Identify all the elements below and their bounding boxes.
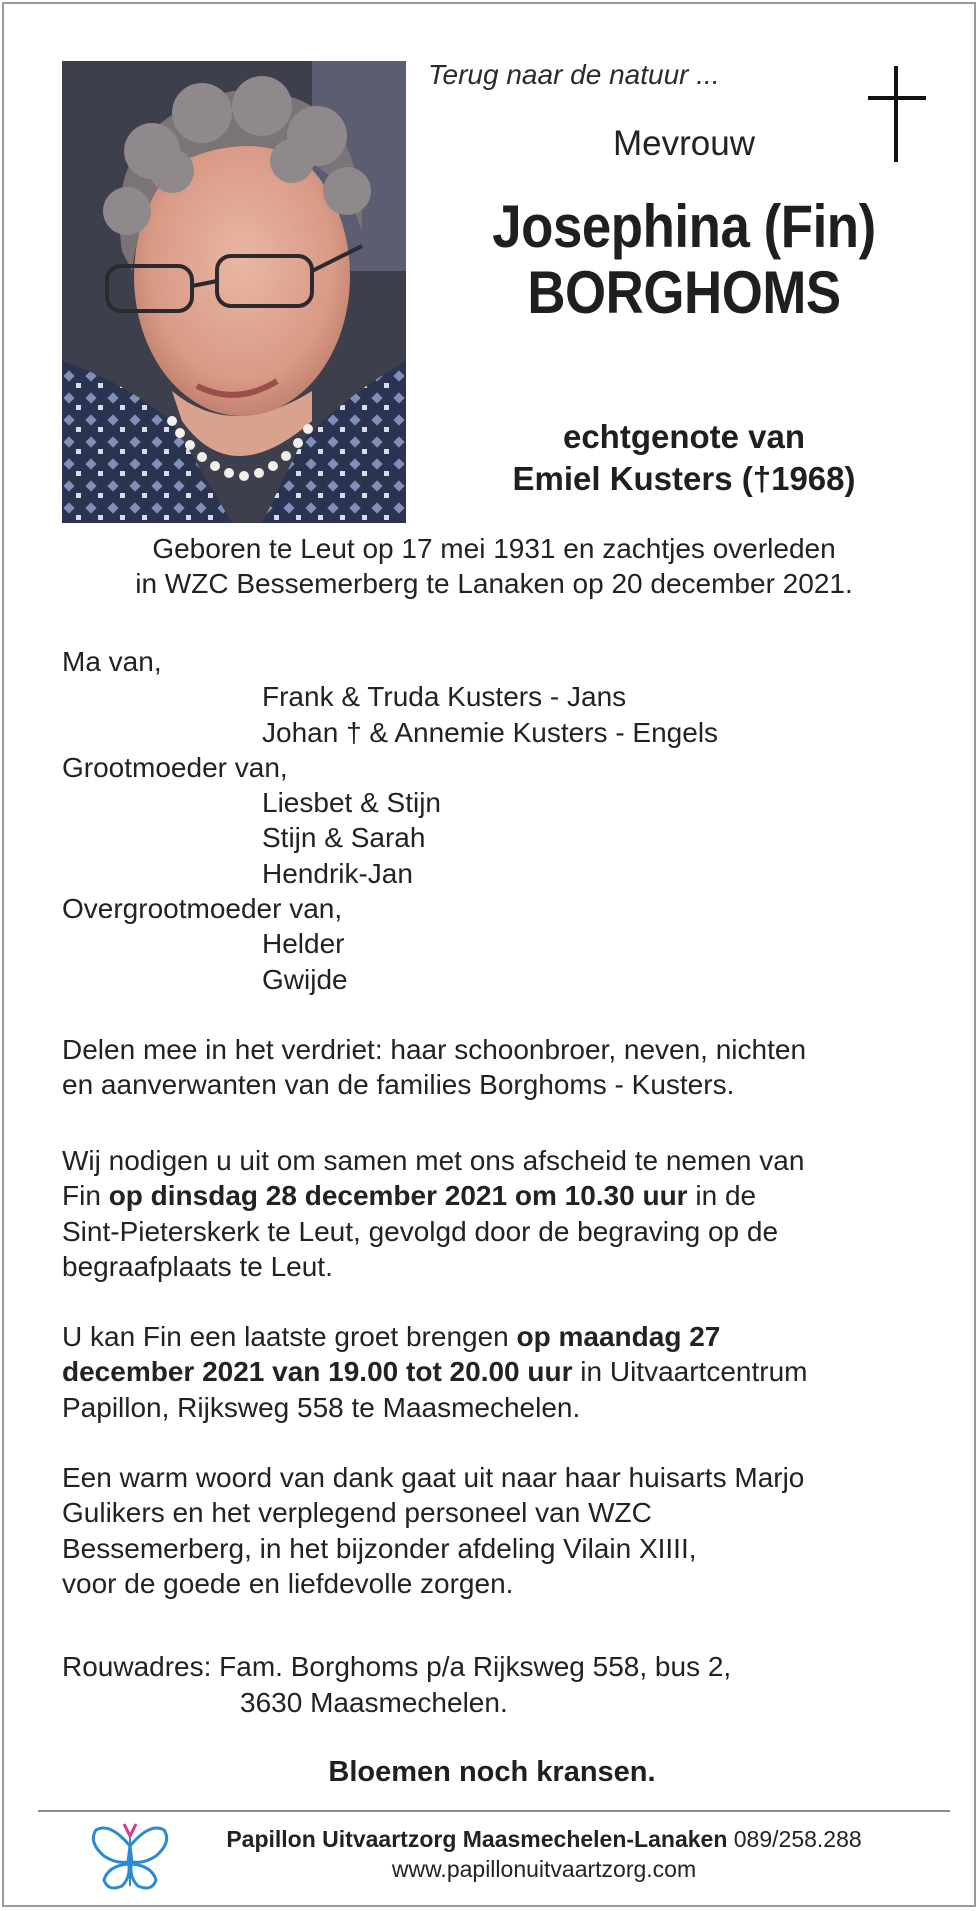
footer-info [184,1824,904,1884]
text-span: Fin [62,1180,109,1212]
quote-text: Terug naar de natuur ... [428,59,720,90]
paragraph-line: Wij nodigen u uit om samen met ons afscheid te nemen van [62,1145,805,1176]
paragraph-line [62,1178,932,1213]
thanks-paragraph [62,1460,932,1601]
paragraph-line: voor de goede en liefdevolle zorgen. [62,1567,514,1599]
footer-line [184,1824,904,1854]
child-entry: Frank & Truda Kusters - Jans [262,681,627,713]
footer-divider [38,1810,950,1812]
portrait-photo [62,61,406,523]
address-line: Rouwadres: Fam. Borghoms p/a Rijksweg 558, bus 2, [62,1651,732,1682]
great-grandmother-of-label: Overgrootmoeder van, [62,893,343,925]
great-grandchild-entry: Gwijde [262,963,348,995]
deceased-surname: BORGHOMS [527,259,841,326]
visitation-date: op maandag 27 [516,1321,721,1352]
grandchild-entry: Liesbet & Stijn [262,787,441,819]
paragraph-line [62,1354,932,1389]
visitation-paragraph [62,1319,932,1425]
sharing-paragraph [62,1032,932,1103]
honorific: Mevrouw [613,124,755,163]
grandmother-of-label: Grootmoeder van, [62,751,288,783]
grandchild-entry: Stijn & Sarah [262,822,426,854]
birth-death-info [44,531,944,601]
address-line: 3630 Maasmechelen. [240,1687,508,1718]
paragraph-line [62,1319,932,1354]
grandchild-entry: Hendrik-Jan [262,857,413,889]
mother-of-label: Ma van, [62,646,162,677]
deceased-given-name: Josephina (Fin) [492,193,876,260]
closing-note: Bloemen noch kransen. [328,1756,656,1788]
paragraph-line: Papillon, Rijksweg 558 te Maasmechelen. [62,1391,581,1423]
paragraph-line: Gulikers en het verplegend personeel van WZC [62,1497,652,1529]
birth-line: Geboren te Leut op 17 mei 1931 en zachtjes overleden [152,533,836,564]
paragraph-line: Bessemerberg, in het bijzonder afdeling Vilain XIIII, [62,1532,697,1564]
funeral-paragraph [62,1143,932,1284]
spouse-label: echtgenote van [562,418,806,455]
spouse-name: Emiel Kusters (†1968) [512,460,856,497]
paragraph-line: Een warm woord van dank gaat uit naar haar huisarts Marjo [62,1462,805,1493]
funeral-datetime: op dinsdag 28 december 2021 om 10.30 uur [108,1180,688,1212]
paragraph-line: begraafplaats te Leut. [62,1250,333,1282]
text-span: in de [687,1180,757,1212]
death-line: in WZC Bessemerberg te Lanaken op 20 december 2021. [135,568,853,599]
deceased-heading [424,122,944,326]
spouse-info [424,416,944,500]
great-grandchild-entry: Helder [262,928,345,960]
funeral-home-name: Papillon Uitvaartzorg Maasmechelen-Lanaken [226,1826,728,1852]
visitation-time: december 2021 van 19.00 tot 20.00 uur [62,1356,573,1388]
obituary-card [2,2,976,1907]
butterfly-logo-icon [90,1820,170,1896]
funeral-home-website[interactable]: www.papillonuitvaartzorg.com [391,1856,697,1882]
paragraph-line: Sint-Pieterskerk te Leut, gevolgd door de begraving op de [62,1215,779,1247]
text-span: in Uitvaartcentrum [572,1356,808,1388]
funeral-home-phone: 089/258.288 [727,1826,862,1852]
mourning-address [62,1649,731,1721]
child-entry: Johan † & Annemie Kusters - Engels [262,716,719,748]
family-list [62,644,718,997]
text-span: U kan Fin een laatste groet brengen [62,1321,517,1352]
portrait-illustration [62,61,406,523]
paragraph-line: en aanverwanten van de families Borghoms - Kusters. [62,1069,735,1101]
paragraph-line: Delen mee in het verdriet: haar schoonbroer, neven, nichten [62,1034,807,1065]
